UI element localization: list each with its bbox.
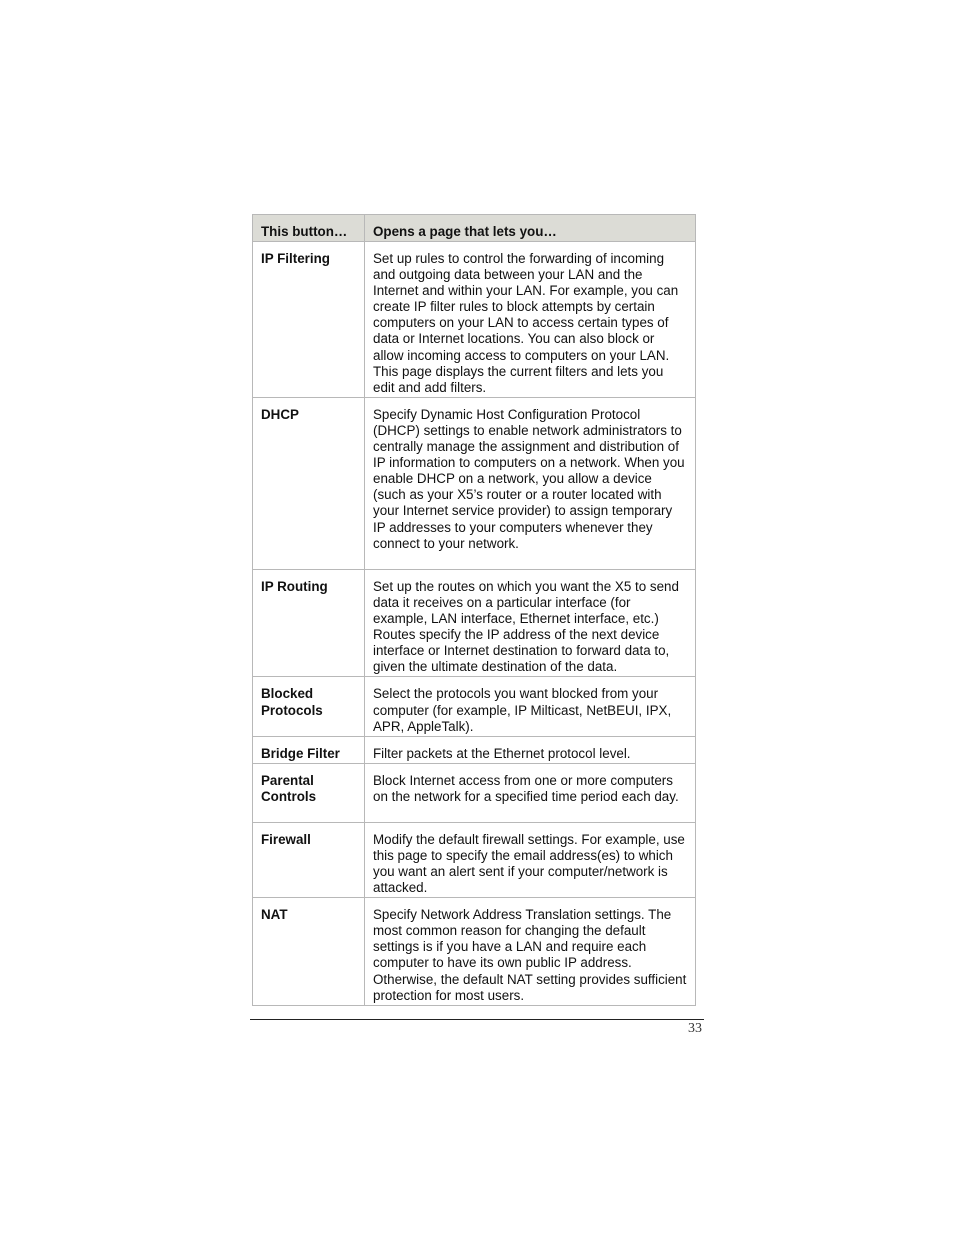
row-description: Filter packets at the Ethernet protocol level. (365, 736, 696, 763)
header-description: Opens a page that lets you… (365, 215, 696, 242)
table-header-row (253, 215, 696, 242)
row-button-name: Bridge Filter (253, 736, 365, 763)
row-button-name: Blocked Protocols (253, 677, 365, 736)
row-description: Select the protocols you want blocked from your computer (for example, IP Milticast, NetBEUI, IPX, APR, AppleTalk). (365, 677, 696, 736)
row-button-name: DHCP (253, 397, 365, 569)
table-row (253, 822, 696, 897)
button-description-table (252, 214, 696, 1006)
table-row (253, 763, 696, 822)
row-button-name: Parental Controls (253, 763, 365, 822)
header-button: This button… (253, 215, 365, 242)
row-description: Block Internet access from one or more computers on the network for a specified time period each day. (365, 763, 696, 822)
table-row (253, 736, 696, 763)
row-description: Modify the default firewall settings. For example, use this page to specify the email address(es) to which you want an alert sent if your computer/network is attacked. (365, 822, 696, 897)
table-row (253, 898, 696, 1006)
table-row (253, 397, 696, 569)
row-button-name: IP Routing (253, 569, 365, 677)
table-row (253, 242, 696, 398)
row-description: Set up the routes on which you want the X5 to send data it receives on a particular interface (for example, LAN interface, Ethernet interface, etc.) Routes specify the IP address of the next device interface or Internet destination to forward data to, given the ultimate destination of the data. (365, 569, 696, 677)
table-row (253, 677, 696, 736)
row-description: Specify Dynamic Host Configuration Protocol (DHCP) settings to enable network administrators to centrally manage the assignment and distribution of IP information to computers on a network. When you enable DHCP on a network, you allow a device (such as your X5’s router or a router located with your Internet service provider) to assign temporary IP addresses to your computers whenever they connect to your network. (365, 397, 696, 569)
row-description: Set up rules to control the forwarding of incoming and outgoing data between your LAN and the Internet and within your LAN. For example, you can create IP filter rules to block attempts by certain computers on your LAN to access certain types of data or Internet locations. You can also block or allow incoming access to computers on your LAN. This page displays the current filters and lets you edit and add filters. (365, 242, 696, 398)
footer-divider (250, 1019, 704, 1020)
row-button-name: IP Filtering (253, 242, 365, 398)
row-description: Specify Network Address Translation settings. The most common reason for changing the default settings is if you have a LAN and require each computer to have its own public IP address. Otherwise, the default NAT setting provides sufficient protection for most users. (365, 898, 696, 1006)
row-button-name: Firewall (253, 822, 365, 897)
row-button-name: NAT (253, 898, 365, 1006)
table-row (253, 569, 696, 677)
page-number: 33 (688, 1021, 702, 1036)
